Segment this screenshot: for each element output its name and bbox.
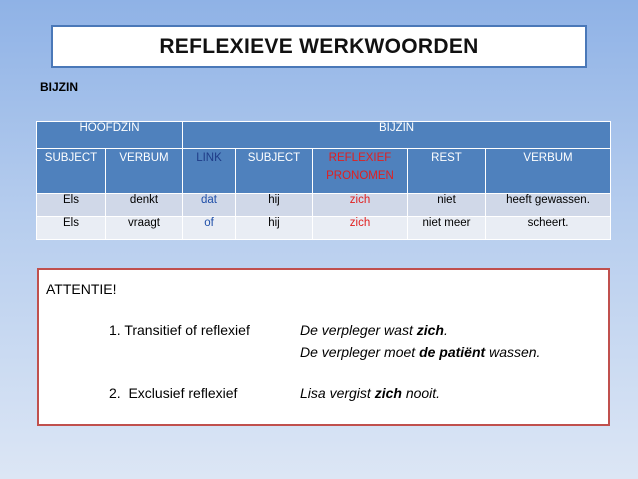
rule-label-transitief: 1. Transitief of reflexief — [109, 322, 250, 338]
example-sentence — [300, 322, 448, 338]
table-cell-verbum: denkt — [106, 194, 183, 217]
table-cell-verbum-2: heeft gewassen. — [486, 194, 611, 217]
column-header-link: LINK — [183, 149, 236, 194]
group-header-hoofdzin: HOOFDZIN — [37, 122, 183, 149]
table-cell-rest: niet — [408, 194, 486, 217]
example-sentence — [300, 344, 540, 360]
table-cell-subject: Els — [37, 217, 106, 240]
table-cell-reflexief: zich — [313, 217, 408, 240]
example-text: Lisa vergist — [300, 385, 375, 401]
rule-label-exclusief: 2. Exclusief reflexief — [109, 385, 238, 401]
column-header-pronomen: PRONOMEN — [326, 170, 394, 182]
example-text: De verpleger moet — [300, 344, 420, 360]
table-cell-subject: Els — [37, 194, 106, 217]
example-emphasis: zich — [374, 385, 402, 401]
group-header-bijzin: BIJZIN — [183, 122, 611, 149]
sentence-structure-table — [36, 121, 611, 240]
column-header-rest: REST — [408, 149, 486, 194]
page-title: REFLEXIEVE WERKWOORDEN — [159, 34, 479, 58]
column-header-verbum: VERBUM — [106, 149, 183, 194]
table-row — [37, 217, 611, 240]
attention-box — [37, 268, 610, 426]
column-header-subject: SUBJECT — [37, 149, 106, 194]
table-cell-link: of — [183, 217, 236, 240]
title-box — [51, 25, 587, 68]
example-text: wassen. — [485, 344, 541, 360]
column-header-reflexief: REFLEXIEF — [328, 152, 392, 164]
table-cell-subject-2: hij — [236, 194, 313, 217]
example-emphasis: zich — [416, 322, 444, 338]
column-header-verbum-2: VERBUM — [486, 149, 611, 194]
section-label: BIJZIN — [40, 80, 79, 94]
table-cell-verbum: vraagt — [106, 217, 183, 240]
table-cell-subject-2: hij — [236, 217, 313, 240]
table-cell-rest: niet meer — [408, 217, 486, 240]
column-header-subject-2: SUBJECT — [236, 149, 313, 194]
example-text: De verpleger wast — [300, 322, 417, 338]
column-header-row — [37, 149, 611, 194]
example-sentence — [300, 385, 440, 401]
table-cell-verbum-2: scheert. — [486, 217, 611, 240]
example-emphasis: de patiënt — [419, 344, 486, 360]
example-text: nooit. — [401, 385, 441, 401]
attention-heading: ATTENTIE! — [46, 281, 117, 297]
table-row — [37, 194, 611, 217]
table-cell-link: dat — [183, 194, 236, 217]
example-text: . — [443, 322, 448, 338]
table-cell-reflexief: zich — [313, 194, 408, 217]
group-header-row — [37, 122, 611, 149]
column-header-reflexief-pronomen — [313, 149, 408, 194]
